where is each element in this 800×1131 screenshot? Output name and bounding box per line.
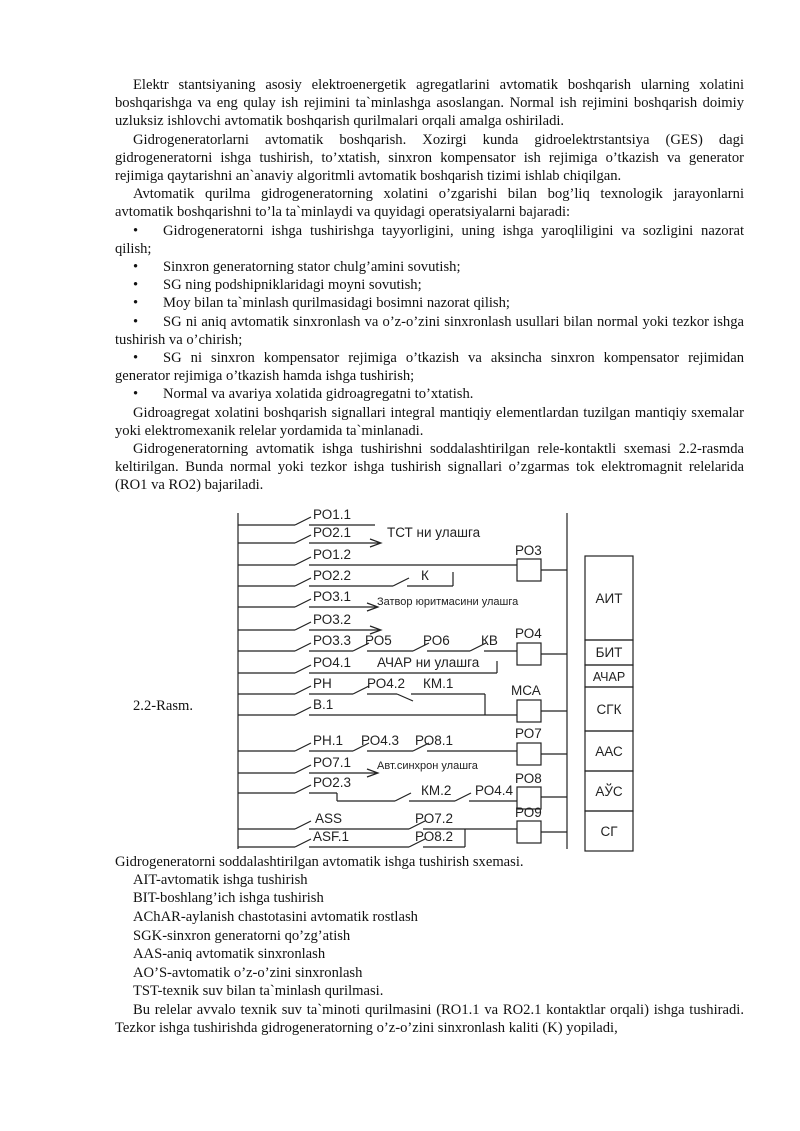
contact-label: РО3.1 [313, 588, 351, 604]
legend-item: AAS-aniq avtomatik sinxronlash [133, 946, 326, 963]
bullet-item: • Normal va avariya xolatida gidroagregatni to’xtatish. [133, 386, 474, 403]
legend-item: TST-texnik suv bilan ta`minlash qurilmasi. [133, 983, 384, 1000]
block-label: БИТ [595, 644, 623, 660]
row-ro3-1 [238, 599, 378, 611]
contact-label: КВ [481, 632, 498, 648]
row-ro1-2 [238, 557, 567, 581]
bullet-icon: • [133, 313, 139, 330]
contact-label: РО5 [365, 632, 392, 648]
contact-label: РО4.2 [367, 675, 405, 691]
bullet-item: • SG ni aniq avtomatik sinxronlash va o’z-o’zini sinxronlash usullari bilan normal yoki tezkor ishga tushirish va o’chirish; [115, 313, 744, 348]
note-label: ТСТ ни улашга [387, 524, 481, 540]
block-label: ААС [595, 743, 623, 759]
relay-ro4-coil [517, 643, 541, 665]
contact-label: КМ.1 [423, 675, 454, 691]
contact-label: РО1.2 [313, 546, 351, 562]
contact-label: РН [313, 675, 332, 691]
block-label: СГК [596, 701, 622, 717]
relay-contact-diagram [115, 495, 744, 853]
contact-label: РН.1 [313, 732, 344, 748]
bullet-icon: • [133, 277, 139, 294]
note-label: К [421, 567, 429, 583]
legend-item: SGK-sinxron generatorni qo’zg’atish [133, 927, 351, 944]
bullet-icon: • [133, 259, 139, 276]
note-label: Затвор юритмасини улашга [377, 595, 519, 608]
contact-label: РО2.3 [313, 774, 351, 790]
bullet-item: • Gidrogeneratorni ishga tushirishga tayyorligini, uning ishga yaroqliligini va sozligini nazorat qilish; [115, 222, 744, 257]
paragraph: Bu relelar avvalo texnik suv ta`minoti qurilmasini (RO1.1 va RO2.1 kontaktlar orqali) ishga tushiradi. Tezkor ishga tushirishda gidrogeneratorning o’z-o’zini sinxronlash kaliti (K) yopiladi, [115, 1002, 744, 1037]
contact-label: РО4.4 [475, 782, 513, 798]
block-label: АЎС [595, 783, 623, 799]
contact-label: РО4.1 [313, 654, 351, 670]
figure-caption: Gidrogeneratorni soddalashtirilgan avtomatik ishga tushirish sxemasi. [115, 853, 524, 870]
bullet-icon: • [133, 386, 139, 403]
relay-label: РО4 [515, 625, 542, 641]
legend-item: AChAR-aylanish chastotasini avtomatik rostlash [133, 909, 418, 926]
contact-label: РО7.2 [415, 810, 453, 826]
relay-label: РО9 [515, 804, 542, 820]
legend-item: AO’S-avtomatik o’z-o’zini sinxronlash [133, 964, 363, 981]
contact-label: РО4.3 [361, 732, 399, 748]
intro-text [115, 76, 744, 495]
paragraph: Gidrogeneratorlarni avtomatik boshqarish. Xozirgi kunda gidroelektrstantsiya (GES) dagi gidrogeneratorni ishga tushirish, to’xtatish, sinxron kompensator ish rejimiga o’tkazish va generator rejimiga qaytarishni an`anaviy algoritmli avtomatik boshqarish tizimi ishlab chiqilgan. [115, 131, 744, 185]
bullet-item: • SG ni sinxron kompensator rejimiga o’tkazish va aksincha sinxron kompensator rejimidan generator rejimiga o’tkazish hamda ishga tushirish; [115, 350, 744, 385]
contact-label: РО8.1 [415, 732, 453, 748]
block-label: АЧАР [592, 669, 626, 684]
document-page [115, 76, 744, 1037]
block-label: АИТ [595, 590, 623, 606]
bullet-item: • Sinxron generatorning stator chulg’amini sovutish; [133, 259, 461, 276]
paragraph: Elektr stantsiyaning asosiy elektroenergetik agregatlarini avtomatik boshqarish ularning xolatini boshqarishga va eng qulay ish rejimini ta`minlashga asoslangan. Normal ish rejimini boshqarish doimiy uzluksiz ishlovchi avtomatik boshqarish qurilmalari orqali amalga oshiriladi. [115, 77, 744, 130]
row-ro2-1 [238, 535, 381, 547]
row-ro1-1 [238, 517, 375, 525]
contact-label: РО2.2 [313, 567, 351, 583]
bullet-icon: • [133, 222, 139, 239]
legend-item: AIT-avtomatik ishga tushirish [133, 871, 308, 888]
relay-mca-coil [517, 700, 541, 722]
contact-label: В.1 [313, 696, 334, 712]
note-label: Авт.синхрон улашга [377, 759, 478, 772]
bullet-item: • Moy bilan ta`minlash qurilmasidagi bosimni nazorat qilish; [133, 295, 510, 312]
relay-label: РО3 [515, 542, 542, 558]
contact-label: РО1.1 [313, 506, 351, 522]
contact-label: ASF.1 [313, 828, 350, 844]
figure-label: 2.2-Rasm. [133, 697, 193, 714]
bullet-icon: • [133, 350, 139, 367]
contact-label: РО7.1 [313, 754, 351, 770]
row-b1 [238, 700, 567, 722]
bullet-item: • SG ning podshipniklaridagi moyni sovutish; [133, 277, 422, 294]
bullet-icon: • [133, 295, 139, 312]
circuit-figure [115, 495, 744, 853]
relay-label: РО7 [515, 725, 542, 741]
relay-label: МСА [511, 682, 541, 698]
contact-label: РО8.2 [415, 828, 453, 844]
contact-label: РО2.1 [313, 524, 351, 540]
contact-label: КМ.2 [421, 782, 452, 798]
abbreviation-legend [115, 871, 744, 1001]
contact-label: РО3.3 [313, 632, 351, 648]
relay-ro3-coil [517, 559, 541, 581]
contact-label: РО6 [423, 632, 450, 648]
row-ro3-2 [238, 622, 381, 634]
paragraph: Gidroagregat xolatini boshqarish signallari integral mantiqiy elementlardan tuzilgan mantiqiy sxemalar yoki elektromexanik relelar yordamida ta`minlanadi. [115, 404, 744, 439]
relay-label: РО8 [515, 770, 542, 786]
block-label: СГ [600, 823, 618, 839]
legend-item: BIT-boshlang’ich ishga tushirish [133, 890, 324, 907]
contact-label: РО3.2 [313, 611, 351, 627]
relay-ro9-coil [517, 821, 541, 843]
paragraph: Avtomatik qurilma gidrogeneratorning xolatini o’zgarishi bilan bog’liq texnologik jarayonlarni avtomatik boshqarishni to’la ta`minlaydi va quyidagi operatsiyalarni bajaradi: [115, 186, 744, 221]
contact-label: ASS [315, 810, 343, 826]
row-ass [238, 821, 567, 843]
paragraph: Gidrogeneratorning avtomatik ishga tushirishni soddalashtirilgan rele-kontaktli sxemasi 2.2-rasmda keltirilgan. Bunda normal yoki tezkor ishga tushirish signallari o’zgarmas tok elektromagnit relelarida (RO1 va RO2) bajariladi. [115, 441, 744, 494]
row-ro7-1 [238, 765, 378, 777]
relay-ro7-coil [517, 743, 541, 765]
note-label: АЧАР ни улашга [377, 654, 480, 670]
